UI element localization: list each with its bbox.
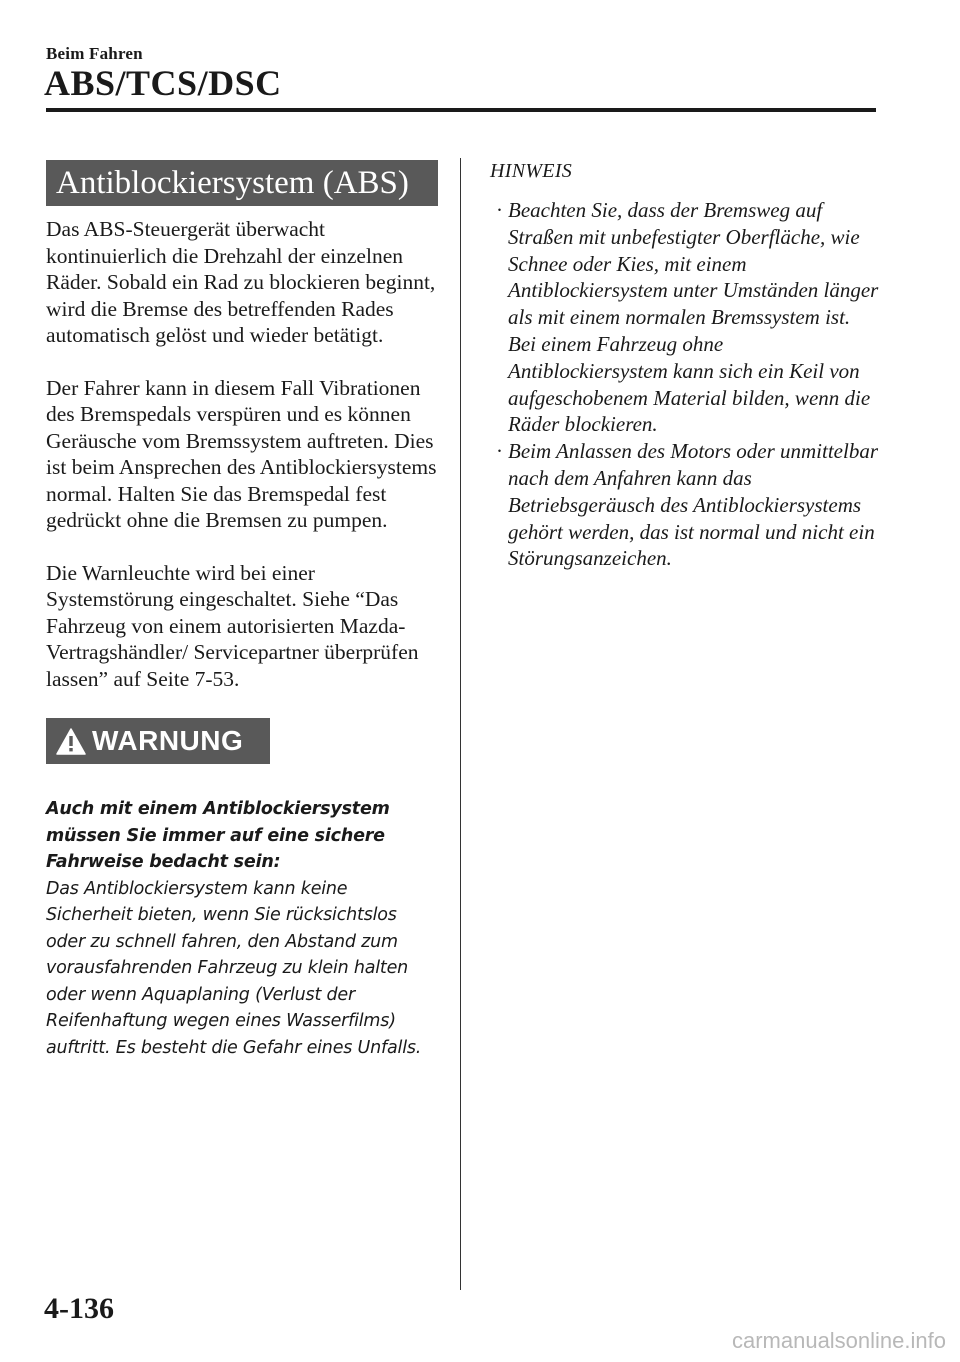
header-rule [46, 108, 876, 112]
warning-badge [46, 718, 270, 764]
bullet-icon: · [496, 198, 503, 222]
note-text: Beachten Sie, dass der Bremsweg auf Straßen mit unbefestigter Oberfläche, wie Schnee oder Kies, mit einem Antiblockiersystem unter Umständen länger als mit einem normalen Bremssystem ist. Bei einem Fahrzeug ohne Antiblockiersystem kann sich ein Keil von aufgeschobenem Material bilden, wenn die Räder blockieren. [508, 198, 879, 437]
section-label: Beim Fahren [46, 44, 143, 63]
chapter-title: ABS/TCS/DSC [44, 63, 282, 103]
page-number: 4-136 [44, 1292, 114, 1325]
note-text: Beim Anlassen des Motors oder unmittelbar nach dem Anfahren kann das Betriebsgeräusch des Antiblockiersystems gehört werden, das ist normal und nicht ein Störungsanzeichen. [508, 439, 879, 571]
list-item [480, 197, 880, 438]
column-divider [460, 158, 461, 1290]
warning-bold-text: Auch mit einem Antiblockiersystem müssen Sie immer auf eine sichere Fahrweise bedacht sein: [46, 799, 390, 872]
watermark: carmanualsonline.info [731, 1328, 946, 1353]
right-column [480, 160, 880, 572]
warning-triangle-icon [56, 728, 86, 755]
note-list [480, 197, 880, 572]
bullet-icon: · [496, 439, 503, 464]
warning-label: WARNUNG [92, 725, 244, 756]
warning-text [46, 796, 438, 1061]
paragraph: Der Fahrer kann in diesem Fall Vibrationen des Bremspedals verspüren und es können Geräusche vom Bremssystem auftreten. Dies ist beim Ansprechen des Antiblockiersystems normal. Halten Sie das Bremspedal fest gedrückt ohne die Bremsen zu pumpen. [46, 375, 437, 532]
section-heading: Antiblockiersystem (ABS) [46, 160, 438, 206]
paragraph: Das ABS-Steuergerät überwacht kontinuierlich die Drehzahl der einzelnen Räder. Sobald ein Rad zu blockieren beginnt, wird die Bremse des betreffenden Rades automatisch gelöst und wieder betätigt. [46, 217, 436, 347]
warning-body-text: Das Antiblockiersystem kann keine Sicherheit bieten, wenn Sie rücksichtslos oder zu schnell fahren, den Abstand zum vorausfahrenden Fahrzeug zu klein halten oder wenn Aquaplaning (Verlust der Reifenhaftung wegen eines Wasserfilms) auftritt. Es besteht die Gefahr eines Unfalls. [46, 878, 422, 1058]
list-item [480, 438, 880, 572]
note-heading: HINWEIS [490, 160, 573, 182]
left-column [46, 160, 438, 1061]
paragraph: Die Warnleuchte wird bei einer Systemstörung eingeschaltet. Siehe “Das Fahrzeug von einem autorisierten Mazda-Vertragshändler/ Servicepartner überprüfen lassen” auf Seite 7-53. [46, 560, 419, 691]
